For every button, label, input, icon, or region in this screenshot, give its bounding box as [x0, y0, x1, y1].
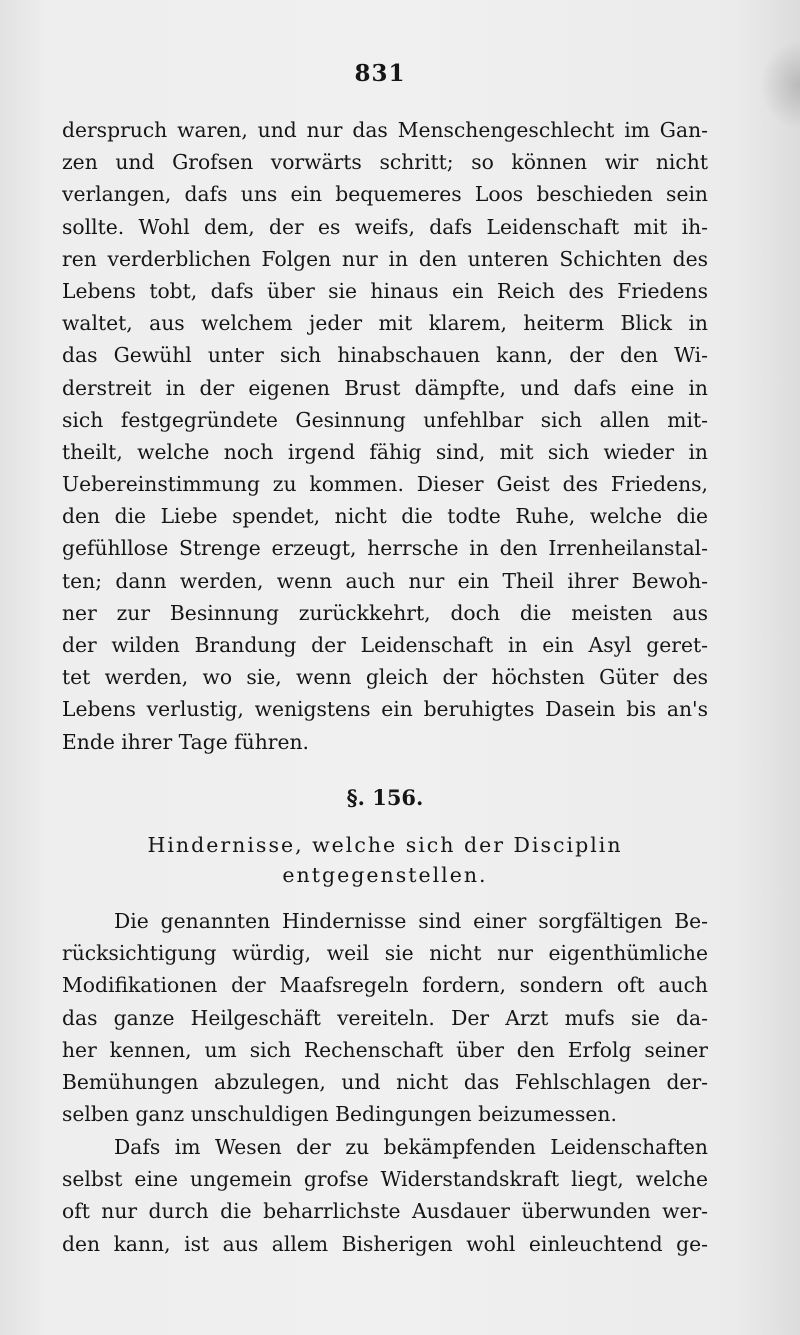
page-number: 831: [354, 60, 406, 87]
text-line: der wilden Brandung der Leidenschaft in ein Asyl geret-: [62, 633, 708, 657]
text-line: tet werden, wo sie, wenn gleich der höchsten Güter des: [62, 665, 708, 690]
text-line: selben ganz unschuldigen Bedingungen beizumessen.: [62, 1102, 617, 1127]
text-line: Dafs im Wesen der zu bekämpfenden Leidenschaften: [114, 1135, 708, 1159]
text-line: ner zur Besinnung zurückkehrt, doch die meisten aus: [62, 600, 708, 625]
text-line: ren verderblichen Folgen nur in den unteren Schichten des: [62, 246, 708, 271]
text-line: Lebens tobt, dafs über sie hinaus ein Reich des Friedens: [62, 278, 708, 303]
paragraph: [62, 905, 708, 1130]
text-line: sich festgegründete Gesinnung unfehlbar sich allen mit-: [62, 407, 708, 432]
text-line: theilt, welche noch irgend fähig sind, mit sich wieder in: [62, 439, 708, 464]
text-line: Bemühungen abzulegen, und nicht das Fehlschlagen der-: [62, 1069, 708, 1094]
text-line: rücksichtigung würdig, weil sie nicht nur eigenthümliche: [62, 941, 708, 966]
text-line: oft nur durch die beharrlichste Ausdauer überwunden wer-: [62, 1199, 708, 1224]
text-line: her kennen, um sich Rechenschaft über den Erfolg seiner: [62, 1037, 708, 1062]
section-heading-line: entgegenstellen.: [282, 863, 488, 887]
text-line: sollte. Wohl dem, der es weifs, dafs Leidenschaft mit ih-: [62, 214, 708, 239]
text-line: derstreit in der eigenen Brust dämpfte, und dafs eine in: [62, 375, 708, 400]
text-line: Die genannten Hindernisse sind einer sorgfältigen Be-: [114, 909, 708, 933]
text-line: den kann, ist aus allem Bisherigen wohl einleuchtend ge-: [62, 1231, 708, 1256]
paragraph: [62, 1131, 708, 1260]
page-edge-shadow: [760, 40, 800, 130]
paragraph-continued: [62, 114, 708, 758]
text-line: ten; dann werden, wenn auch nur ein Theil ihrer Bewoh-: [62, 568, 708, 593]
text-line: den die Liebe spendet, nicht die todte Ruhe, welche die: [62, 504, 708, 529]
text-line: Lebens verlustig, wenigstens ein beruhigtes Dasein bis an's: [62, 697, 708, 722]
text-line: zen und Grofsen vorwärts schritt; so können wir nicht: [62, 150, 708, 175]
text-line: Uebereinstimmung zu kommen. Dieser Geist des Friedens,: [62, 472, 708, 497]
text-line: das ganze Heilgeschäft vereiteln. Der Arzt mufs sie da-: [62, 1005, 708, 1030]
text-line: waltet, aus welchem jeder mit klarem, heiterm Blick in: [62, 311, 708, 336]
text-line: selbst eine ungemein grofse Widerstandskraft liegt, welche: [62, 1167, 708, 1192]
text-line: Modifikationen der Maafsregeln fordern, sondern oft auch: [62, 973, 708, 998]
text-line: das Gewühl unter sich hinabschauen kann, der den Wi-: [62, 343, 708, 368]
section-heading: [62, 830, 708, 890]
text-line: gefühllose Strenge erzeugt, herrsche in den Irrenheilanstal-: [62, 536, 708, 561]
text-line: verlangen, dafs uns ein bequemeres Loos beschieden sein: [62, 182, 708, 207]
section-heading-line: Hindernisse, welche sich der Disciplin: [147, 833, 623, 857]
text-line: Ende ihrer Tage führen.: [62, 729, 309, 754]
section-number: §. 156.: [346, 785, 424, 810]
text-line: derspruch waren, und nur das Menschengeschlecht im Gan-: [62, 118, 708, 142]
